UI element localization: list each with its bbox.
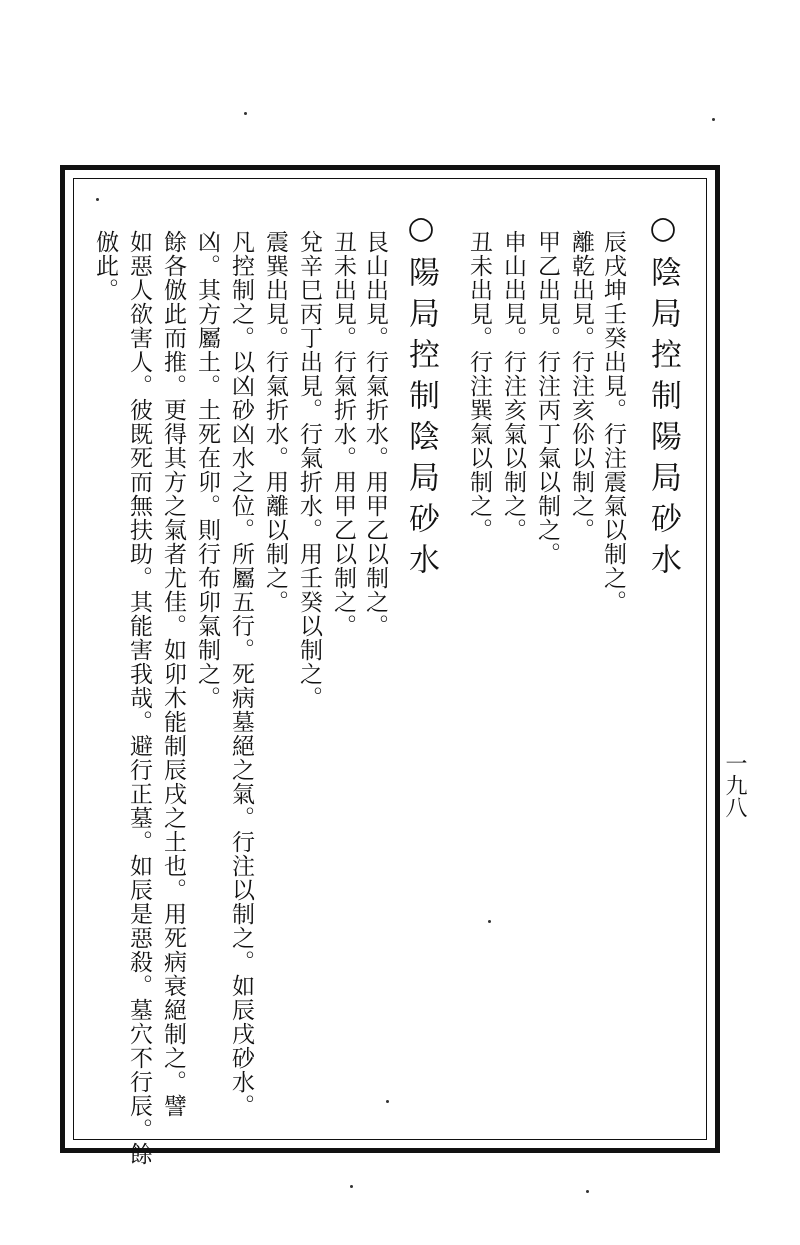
text-column: 餘各倣此而推。更得其方之氣者尤佳。如卯木能制辰戌之土也。用死病衰絕制之。譬 xyxy=(160,230,186,1118)
scan-speck xyxy=(586,1190,589,1193)
text-column: 艮山出見。行氣折水。用甲乙以制之。 xyxy=(362,230,388,638)
text-column: 申山出見。行注亥氣以制之。 xyxy=(500,230,526,542)
scan-speck xyxy=(350,1185,353,1188)
text-column: 凶。其方屬土。土死在卯。則行布卯氣制之。 xyxy=(194,230,220,710)
scan-speck xyxy=(244,112,247,115)
text-column: 丑未出見。行氣折水。用甲乙以制之。 xyxy=(330,230,356,638)
section-heading-2: ○陽局控制陰局砂水 xyxy=(403,210,439,584)
text-column: 兌辛巳丙丁出見。行氣折水。用壬癸以制之。 xyxy=(296,230,322,710)
text-column: 甲乙出見。行注丙丁氣以制之。 xyxy=(534,230,560,566)
section-heading-1: ○陰局控制陽局砂水 xyxy=(645,210,681,584)
text-column: 辰戌坤壬癸出見。行注震氣以制之。 xyxy=(600,230,626,614)
text-column: 倣此。 xyxy=(92,230,118,302)
page-number: 一九八 xyxy=(722,752,747,818)
scan-speck xyxy=(96,198,99,201)
text-column: 凡控制之。以凶砂凶水之位。所屬五行。死病墓絕之氣。行注以制之。如辰戌砂水。 xyxy=(228,230,254,1118)
scan-speck xyxy=(712,118,715,121)
text-column: 離乾出見。行注亥伱以制之。 xyxy=(568,230,594,542)
text-column: 丑未出見。行注巽氣以制之。 xyxy=(466,230,492,542)
text-column: 如惡人欲害人。彼既死而無扶助。其能害我哉。避行正墓。如辰是惡殺。墓穴不行辰。餘 xyxy=(126,230,152,1166)
scan-speck xyxy=(386,1100,389,1103)
text-column: 震巽出見。行氣折水。用離以制之。 xyxy=(262,230,288,614)
scan-speck xyxy=(488,920,491,923)
